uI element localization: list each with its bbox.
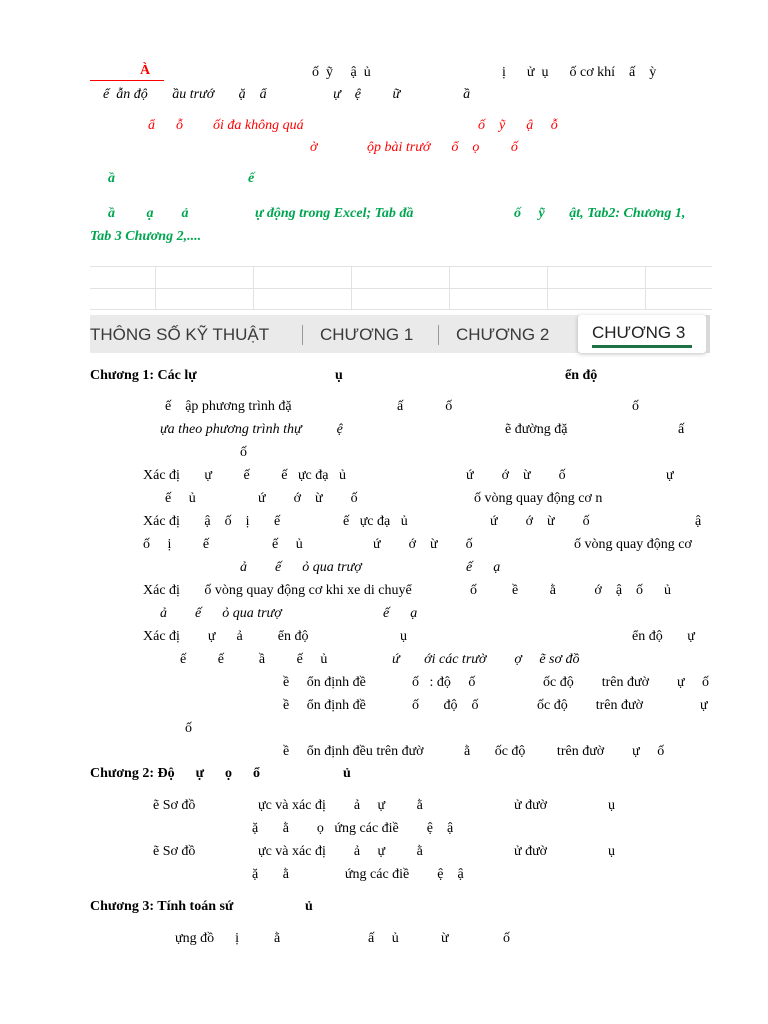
- ch1-line14-d: ự: [700, 698, 708, 713]
- ch1-line14-a: ề ổn định đề: [283, 698, 366, 713]
- tab-thong-so-ky-thuat[interactable]: THÔNG SỐ KỸ THUẬT: [90, 325, 270, 344]
- intro-heading-mark: À: [140, 63, 151, 78]
- ch1-line6-b: ế ực đạ ủ: [343, 514, 408, 529]
- ch1-line11-c: ển độ ự: [632, 629, 695, 644]
- ch1-line8-b: ế ạ: [466, 560, 501, 575]
- chapter3-title-part-b: ủ: [305, 899, 313, 914]
- sheet-tab-bar: [90, 315, 710, 353]
- intro-green-line1-part-b: ế: [248, 171, 255, 186]
- intro-red-line1-part-b: ối đa không quá: [213, 118, 304, 133]
- ch1-line7-a: ố ị ế: [143, 537, 210, 552]
- ch2-line3-c: ử đườ: [514, 844, 548, 859]
- ch1-line11-a: Xác đị ự ả ển độ: [143, 629, 309, 644]
- intro-heading-underline: [90, 80, 164, 81]
- chapter1-title-part-c: ển độ: [565, 368, 598, 383]
- ch1-line13-c: ốc độ trên đườ ự ố: [543, 675, 710, 690]
- ch1-line7-c: ứ ớ ừ ố: [373, 537, 473, 552]
- ch2-line4: ặ ằ ứng các điề ệ ậ: [252, 867, 464, 882]
- tab-bar-edge: [706, 315, 710, 353]
- tab-chuong-2[interactable]: CHƯƠNG 2: [456, 325, 550, 344]
- intro-red-line1-part-c: ố ỹ ậ ỗ: [478, 118, 558, 133]
- intro-green-line2-part-b: ự động trong Excel; Tab đầ: [255, 206, 414, 221]
- ch3-line1-c: ừ: [441, 931, 449, 946]
- ch1-line1-b: ấ ố: [397, 399, 453, 414]
- chapter1-title-part-b: ụ: [335, 368, 343, 383]
- ch2-line1-c: ử đườ: [514, 798, 548, 813]
- ch1-line13-a: ề ổn định đề: [283, 675, 366, 690]
- chapter1-title-part-a: Chương 1: Các lự: [90, 368, 197, 383]
- ch2-line2: ặ ằ ọ ứng các điề ệ ậ: [252, 821, 454, 836]
- intro-red-line2-part-a: ờ: [310, 140, 318, 155]
- ch1-line7-d: ố vòng quay động cơ: [574, 537, 692, 552]
- intro-green-line2-part-c: ố ỹ ật, Tab2: Chương 1,: [514, 206, 686, 221]
- ch3-line1-d: ố: [503, 931, 510, 946]
- ch2-line1-a: ẽ Sơ đồ: [153, 798, 196, 813]
- chapter2-title-part-a: Chương 2: Độ ự ọ ổ: [90, 766, 261, 781]
- ch1-line14-c: ốc độ trên đườ: [537, 698, 643, 713]
- ch1-line9-a: Xác đị ố vòng quay động cơ khi xe di chuyể: [143, 583, 412, 598]
- ch1-line2-a: ựa theo phương trình thự ệ: [160, 422, 343, 437]
- spreadsheet-grid: [90, 266, 712, 310]
- tab-chuong-3-label: CHƯƠNG 3: [592, 323, 686, 342]
- ch1-line2-b: ẽ đường đặ: [505, 422, 568, 437]
- ch1-line13-b: ố : độ ố: [412, 675, 476, 690]
- ch1-line8-a: ả ế ỏ qua trượ: [240, 560, 362, 575]
- tab-separator: [302, 325, 303, 345]
- ch1-line7-b: ế ủ: [272, 537, 303, 552]
- ch1-line10-a: ả ế ỏ qua trượ: [160, 606, 282, 621]
- ch2-line1-d: ụ: [608, 798, 615, 813]
- ch1-line16-b: ằ ốc độ trên đườ ự ố: [464, 744, 665, 759]
- ch1-line1-c: ố: [632, 399, 639, 414]
- ch1-line6-d: ậ: [695, 514, 702, 529]
- ch2-line3-b: ực và xác đị ả ự ằ: [258, 844, 423, 859]
- ch1-line11-b: ụ: [400, 629, 407, 644]
- ch1-line6-c: ứ ớ ừ ố: [490, 514, 590, 529]
- intro-line2: ể ẫn độ ầu trướ ặ ẩ ự ệ ữ ầ: [103, 87, 471, 102]
- intro-red-line2-part-b: ộp bài trướ ổ ọ ố: [367, 140, 518, 155]
- chapter3-title-part-a: Chương 3: Tính toán sứ: [90, 899, 234, 914]
- intro-green-line2-part-a: ầ ạ ả: [108, 206, 189, 221]
- ch1-line2-c: ấ: [678, 422, 685, 437]
- ch1-line5-b: ứ ớ ừ ố: [258, 491, 358, 506]
- ch1-line12-a: ế ế ầ ế ủ: [180, 652, 328, 667]
- active-tab-underline: [592, 345, 692, 348]
- ch1-line6-a: Xác đị ậ ố ị ế: [143, 514, 281, 529]
- ch1-line3: ố: [240, 445, 247, 460]
- ch1-line10-b: ế ạ: [383, 606, 418, 621]
- intro-line1-part-b: ị ử ụ ố cơ khí ấ ỳ: [502, 65, 657, 80]
- ch3-line1-a: ựng đồ ị ằ: [175, 931, 281, 946]
- chapter2-title-part-b: ủ: [343, 766, 351, 781]
- ch1-line4-a: Xác đị ự ế ế ực đạ ủ: [143, 468, 346, 483]
- ch1-line5-a: ế ủ: [165, 491, 196, 506]
- ch2-line1-b: ực và xác đị ả ự ằ: [258, 798, 423, 813]
- tab-chuong-3[interactable]: [578, 315, 706, 353]
- ch1-line1-a: ế ập phương trình đặ: [165, 399, 292, 414]
- ch1-line15: ố: [185, 721, 192, 736]
- intro-red-line1-part-a: ẩ ỗ: [148, 118, 183, 133]
- ch3-line1-b: ấ ủ: [368, 931, 399, 946]
- ch1-line16-a: ề ổn định đều trên đườ: [283, 744, 424, 759]
- ch1-line9-b: ố ề ằ ớ ậ ố ủ: [470, 583, 672, 598]
- ch1-line4-b: ứ ớ ừ ố: [466, 468, 566, 483]
- ch2-line3-a: ẽ Sơ đồ: [153, 844, 196, 859]
- ch1-line5-c: ố vòng quay động cơ n: [474, 491, 603, 506]
- intro-green-line3: Tab 3 Chương 2,....: [90, 229, 202, 244]
- intro-green-line1-part-a: ầ: [108, 171, 115, 186]
- ch1-line14-b: ố độ ố: [412, 698, 479, 713]
- intro-line1-part-a: ố ỹ ậ ủ: [312, 65, 371, 80]
- ch1-line4-c: ự: [666, 468, 674, 483]
- tab-chuong-1[interactable]: CHƯƠNG 1: [320, 325, 414, 344]
- ch1-line12-b: ứ ới các trườ ợ ẽ sơ đồ: [392, 652, 580, 667]
- ch2-line3-d: ụ: [608, 844, 615, 859]
- tab-separator: [438, 325, 439, 345]
